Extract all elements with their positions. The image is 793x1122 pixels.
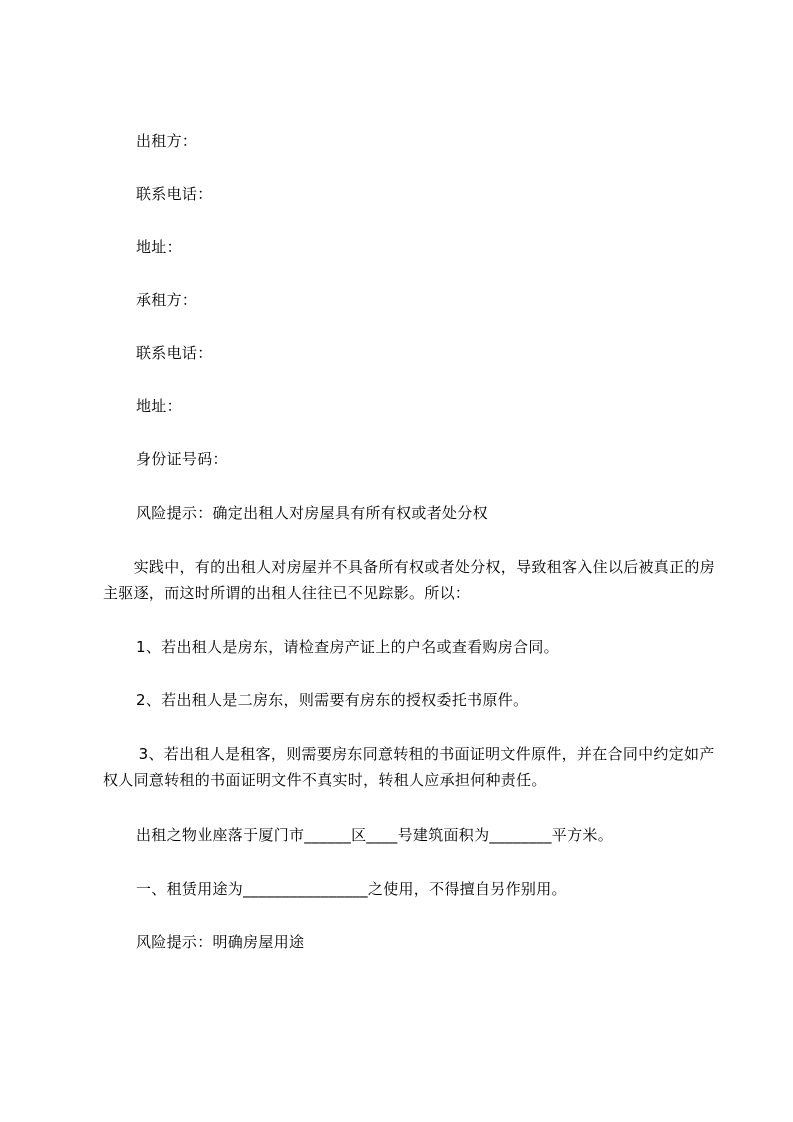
risk-tip-ownership: 风险提示：确定出租人对房屋具有所有权或者处分权 — [136, 504, 488, 522]
practice-paragraph: 实践中，有的出租人对房屋并不具备所有权或者处分权，导致租客入住以后被真正的房主驱逐，而这时所谓的出租人往往已不见踪影。所以： — [103, 558, 716, 602]
lessor-label: 出租方： — [136, 132, 198, 150]
id-number-label: 身份证号码： — [136, 450, 228, 468]
lessor-phone-label: 联系电话： — [136, 185, 213, 203]
property-location-clause: 出租之物业座落于厦门市______区____号建筑面积为________平方米。 — [136, 826, 614, 844]
usage-clause: 一、租赁用途为________________之使用，不得擅自另作别用。 — [136, 880, 567, 898]
lessor-address-label: 地址： — [136, 238, 182, 256]
lessee-label: 承租方： — [136, 291, 198, 309]
list-item-landlord: 1、若出租人是房东，请检查房产证上的户名或查看购房合同。 — [136, 638, 559, 656]
lessee-phone-label: 联系电话： — [136, 344, 213, 362]
list-item-sublandlord: 2、若出租人是二房东，则需要有房东的授权委托书原件。 — [136, 691, 529, 709]
risk-tip-usage: 风险提示：明确房屋用途 — [136, 933, 305, 951]
list-item-tenant-sublease: 3、若出租人是租客，则需要房东同意转租的书面证明文件原件，并在合同中约定如产权人同意转租的书面证明文件不真实时，转租人应承担何种责任。 — [103, 745, 715, 789]
lessee-address-label: 地址： — [136, 397, 182, 415]
